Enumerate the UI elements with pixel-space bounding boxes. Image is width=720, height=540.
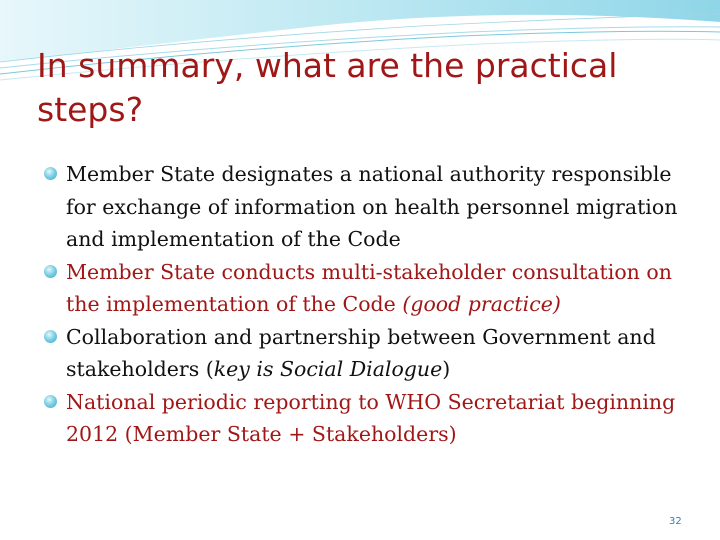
bullet-item-collaboration (44, 321, 694, 386)
bullet-text-closing: ) (442, 357, 451, 381)
bullet-item-consultation (44, 256, 694, 321)
bullet-text-italic: key is Social Dialogue (213, 357, 443, 381)
bullet-text: Collaboration and partnership between Government and stakeholders ( (66, 324, 656, 381)
bullet-dot-icon (44, 395, 57, 408)
bullet-text: Member State designates a national authority responsible for exchange of information on health personnel migration and implementation of the Code (66, 162, 678, 251)
bullet-text-italic: (good practice) (402, 292, 561, 316)
bullet-dot-icon (44, 330, 57, 343)
bullet-dot-icon (44, 265, 57, 278)
bullet-text: Member State conducts multi-stakeholder consultation on the implementation of the Code (66, 259, 672, 316)
bullet-list (44, 158, 694, 451)
bullet-text: National periodic reporting to WHO Secretariat beginning 2012 (Member State + Stakeholders) (66, 389, 676, 446)
bullet-item-reporting (44, 386, 694, 451)
bullet-dot-icon (44, 167, 57, 180)
slide-title: In summary, what are the practical steps? (37, 46, 618, 129)
bullet-item-national-authority (44, 158, 694, 256)
page-number: 32 (669, 516, 682, 527)
